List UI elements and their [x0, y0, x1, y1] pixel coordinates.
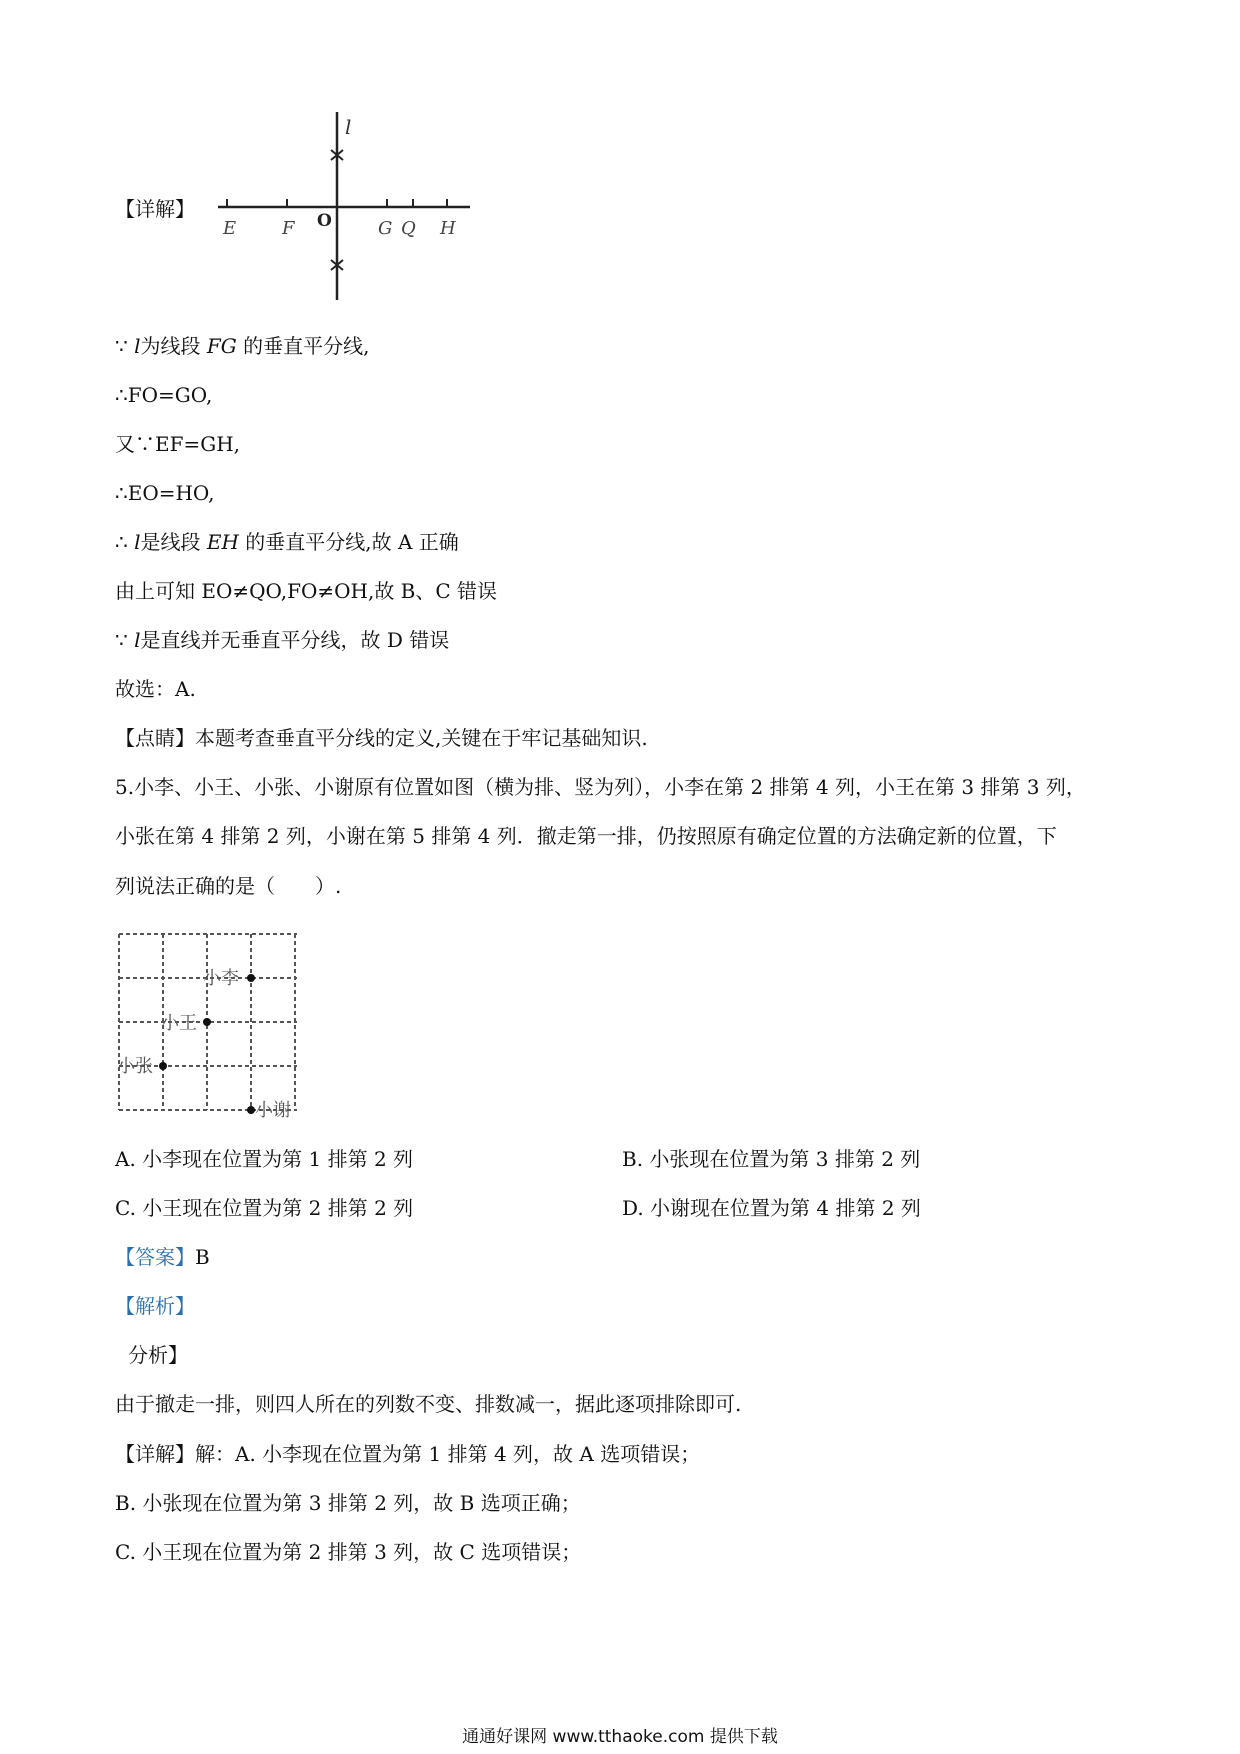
reason-line-7: ∵ l是直线并无垂直平分线，故 D 错误 [115, 628, 450, 652]
xiaoxie-dot [247, 1106, 255, 1114]
perpendicular-bisector-figure [215, 110, 475, 305]
answer-value: B [195, 1245, 210, 1269]
xiaowang-label: 小王 [161, 1013, 197, 1034]
label-E: E [223, 218, 237, 239]
fenxi-tag: 分析】 [128, 1343, 188, 1367]
reason-line-9: 【点睛】本题考查垂直平分线的定义,关键在于牢记基础知识. [115, 726, 648, 750]
reason-line-2: ∴FO=GO, [115, 383, 213, 407]
solution-line-1: 由于撤走一排，则四人所在的列数不变、排数减一，据此逐项排除即可. [115, 1392, 742, 1416]
xiaozhang-dot [159, 1062, 167, 1070]
option-c: C. 小王现在位置为第 2 排第 2 列 [115, 1196, 414, 1220]
solution-line-4: C. 小王现在位置为第 2 排第 3 列，故 C 选项错误； [115, 1540, 582, 1564]
option-b: B. 小张现在位置为第 3 排第 2 列 [622, 1147, 921, 1171]
xiaoli-dot [247, 974, 255, 982]
answer-line [115, 1243, 210, 1271]
reason-line-1: ∵ l为线段 FG 的垂直平分线, [115, 334, 370, 358]
question-5-line-2: 小张在第 4 排第 2 列，小谢在第 5 排第 4 列．撤走第一排，仍按照原有确定位置的方法确定新的位置，下 [115, 824, 1057, 848]
seating-grid-figure [115, 930, 305, 1120]
xiaoli-label: 小李 [203, 968, 239, 989]
reason-line-5: ∴ l是线段 EH 的垂直平分线,故 A 正确 [115, 530, 459, 554]
xiaoxie-label: 小谢 [255, 1100, 291, 1120]
option-a: A. 小李现在位置为第 1 排第 2 列 [115, 1147, 414, 1171]
analysis-tag: 【解析】 [115, 1294, 195, 1318]
question-5-line-1: 5.小李、小王、小张、小谢原有位置如图（横为排、竖为列），小李在第 2 排第 4 列，小王在第 3 排第 3 列， [115, 775, 1086, 799]
label-G: G [378, 218, 393, 239]
xiaowang-dot [203, 1018, 211, 1026]
question-5-line-3: 列说法正确的是（ ）. [115, 874, 342, 898]
label-O: O [317, 211, 332, 231]
label-H: H [440, 218, 456, 239]
reason-line-8: 故选：A. [115, 677, 196, 701]
xiaozhang-label: 小张 [117, 1056, 153, 1077]
label-F: F [282, 218, 295, 239]
reason-line-6: 由上可知 EO≠QO,FO≠OH,故 B、C 错误 [115, 579, 498, 603]
option-d: D. 小谢现在位置为第 4 排第 2 列 [622, 1196, 921, 1220]
label-Q: Q [401, 218, 416, 239]
detail-tag: 【详解】 [115, 197, 195, 221]
page-footer: 通通好课网 www.tthaoke.com 提供下载 [462, 1727, 778, 1747]
reason-line-4: ∴EO=HO, [115, 481, 215, 505]
answer-tag: 【答案】 [115, 1245, 195, 1269]
solution-line-2: 【详解】解：A. 小李现在位置为第 1 排第 4 列，故 A 选项错误； [115, 1442, 701, 1466]
label-l: l [345, 115, 352, 139]
reason-line-3: 又∵EF=GH, [115, 432, 241, 456]
solution-line-3: B. 小张现在位置为第 3 排第 2 列，故 B 选项正确； [115, 1491, 581, 1515]
